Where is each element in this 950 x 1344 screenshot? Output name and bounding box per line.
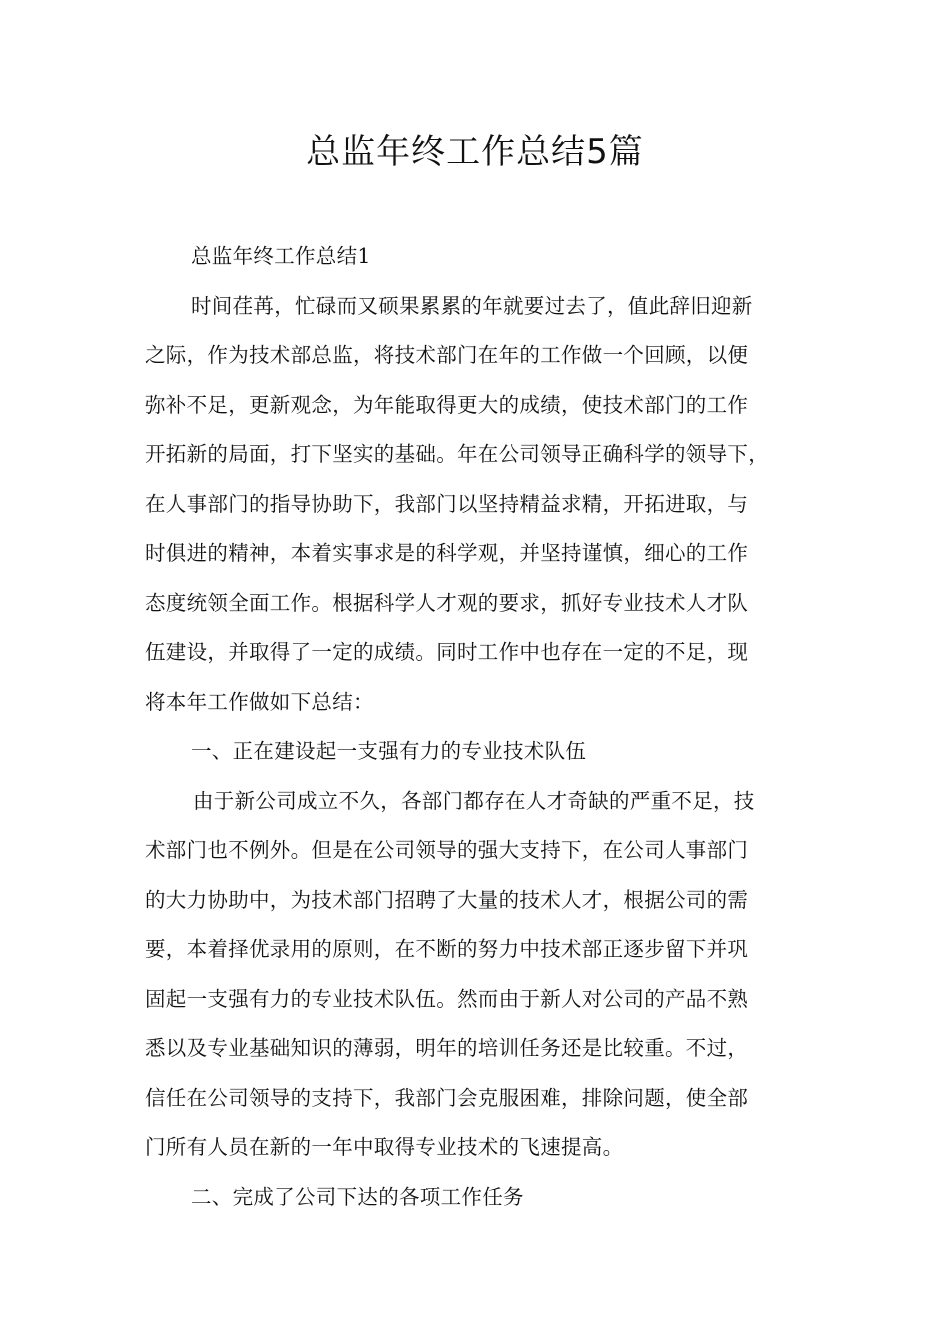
paragraph-line: 信任在公司领导的支持下，我部门会克服困难，排除问题，使全部 — [145, 1085, 749, 1110]
paragraph-line: 伍建设，并取得了一定的成绩。同时工作中也存在一定的不足，现 — [145, 640, 749, 664]
paragraph-line: 将本年工作做如下总结： — [145, 689, 374, 714]
paragraph-line: 时间荏苒，忙碌而又硕果累累的年就要过去了，值此辞旧迎新 — [191, 293, 753, 318]
paragraph-intro — [145, 282, 815, 728]
paragraph-line: 悉以及专业基础知识的薄弱，明年的培训任务还是比较重。不过， — [145, 1036, 749, 1060]
paragraph-line: 要，本着择优录用的原则，在不断的努力中技术部正逐步留下并巩 — [145, 937, 749, 961]
document-title: 总监年终工作总结5篇 — [306, 132, 644, 172]
section-heading-1: 一、正在建设起一支强有力的专业技术队伍 — [191, 739, 587, 763]
paragraph-line: 弥补不足，更新观念，为年能取得更大的成绩，使技术部门的工作 — [145, 392, 749, 417]
paragraph-line: 的大力协助中，为技术部门招聘了大量的技术人才，根据公司的需 — [145, 887, 749, 912]
paragraph-line: 时俱进的精神，本着实事求是的科学观，并坚持谨慎，细心的工作 — [145, 541, 749, 565]
paragraph-line: 固起一支强有力的专业技术队伍。然而由于新人对公司的产品不熟 — [145, 986, 749, 1011]
section-heading-2: 二、完成了公司下达的各项工作任务 — [191, 1184, 524, 1209]
paragraph-line: 由于新公司成立不久，各部门都存在人才奇缺的严重不足，技 — [193, 788, 755, 813]
section-subtitle: 总监年终工作总结1 — [191, 244, 371, 268]
document-body — [145, 232, 815, 1222]
paragraph-line: 之际，作为技术部总监，将技术部门在年的工作做一个回顾，以便 — [145, 343, 749, 367]
paragraph-line: 态度统领全面工作。根据科学人才观的要求，抓好专业技术人才队 — [145, 590, 749, 615]
paragraph-line: 门所有人员在新的一年中取得专业技术的飞速提高。 — [145, 1135, 624, 1159]
paragraph-line: 在人事部门的指导协助下，我部门以坚持精益求精，开拓进取，与 — [145, 491, 749, 516]
paragraph-team — [145, 777, 815, 1173]
paragraph-line: 开拓新的局面，打下坚实的基础。年在公司领导正确科学的领导下， — [145, 442, 769, 466]
paragraph-line: 术部门也不例外。但是在公司领导的强大支持下，在公司人事部门 — [145, 838, 749, 862]
